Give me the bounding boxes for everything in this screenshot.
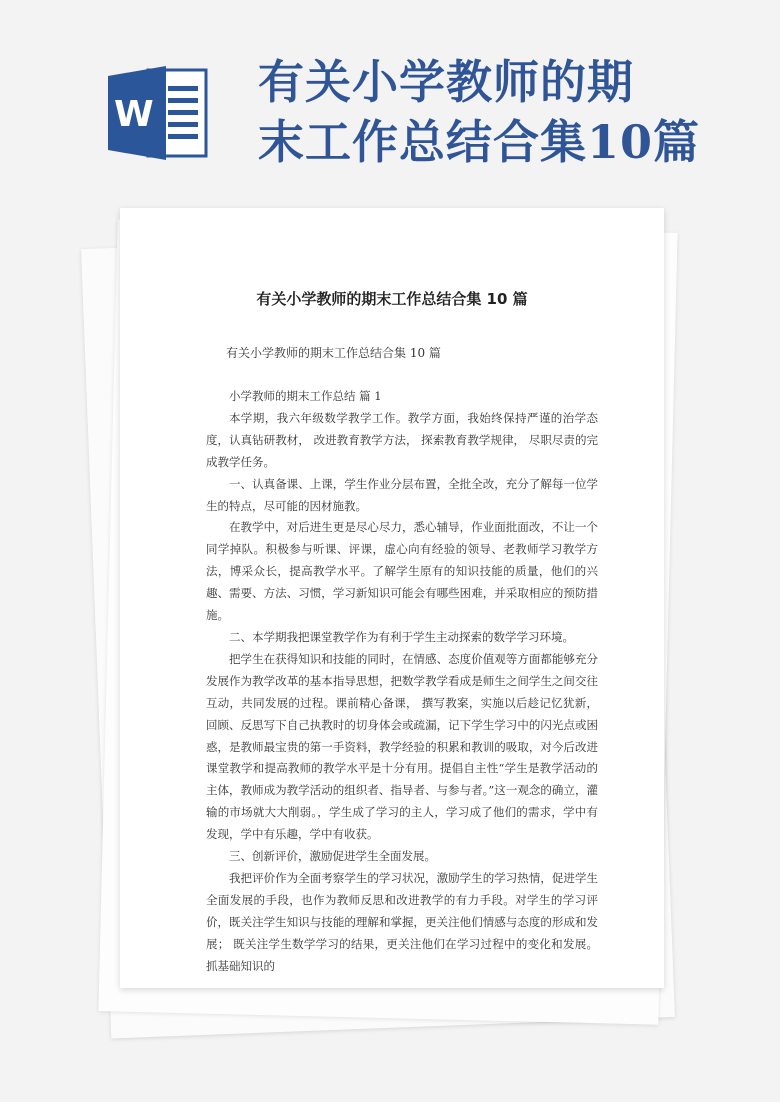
banner-title-line2: 末工作总结合集10篇 xyxy=(258,115,701,169)
paragraph: 在教学中，对后进生更是尽心尽力，悉心辅导，作业面批面改，不让一个同学掉队。积极参与听课、评课，虚心向有经验的领导、老教师学习教学方法，博采众长，提高教学水平。了解学生原有的知识技能的质量，他们的兴趣、需要、方法、习惯，学习新知识可能会有哪些困难，并采取相应的预防措施。 xyxy=(206,520,598,623)
paragraph: 本学期，我六年级数学教学工作。教学方面，我始终保持严谨的治学态度，认真钻研教材， 改进教育教学方法， 探索教育教学规律， 尽职尽责的完成教学任务。 xyxy=(206,410,598,469)
banner-title xyxy=(258,52,768,172)
paragraph: 二、本学期我把课堂教学作为有利于学生主动探索的数学学习环境。 xyxy=(229,629,574,644)
document-page xyxy=(120,208,664,988)
document-title: 有关小学教师的期末工作总结合集 10 篇 xyxy=(256,290,528,308)
paragraph: 一、认真备课、上课，学生作业分层布置，全批全改，充分了解每一位学生的特点，尽可能的因材施教。 xyxy=(206,476,598,513)
paragraph: 三、创新评价，激励促进学生全面发展。 xyxy=(229,849,436,864)
section-heading: 小学教师的期末工作总结 篇 1 xyxy=(229,389,382,403)
banner-title-line1: 有关小学教师的期 xyxy=(258,55,634,109)
paragraph: 把学生在获得知识和技能的同时，在情感、态度价值观等方面都能够充分发展作为教学改革的基本指导思想，把数学教学看成是师生之间学生之间交往互动，共同发展的过程。课前精心备课， 撰写教案，实施以后趁记忆犹新，回顾、反思写下自己执教时的切身体会或疏漏，记下学生学习中的闪光点或困惑，是教师最宝贵的第一手资料，教学经验的积累和教训的吸取，对今后改进课堂教学和提高教师的教学水平是十分有用。提倡自主性“学生是教学活动的主体，教师成为教学活动的组织者、指导者、与参与者。”这一观念的确立，灌输的市场就大大削弱。，学生成了学习的主人，学习成了他们的需求，学中有发现，学中有乐趣，学中有收获。 xyxy=(206,651,598,842)
word-document-icon xyxy=(108,62,212,164)
paragraph: 我把评价作为全面考察学生的学习状况，激励学生的学习热情，促进学生全面发展的手段，也作为教师反思和改进教学的有力手段。对学生的学习评价，既关注学生知识与技能的理解和掌握，更关注他们情感与态度的形成和发展； 既关注学生数学学习的结果，更关注他们在学习过程中的变化和发展。抓基础知识的 xyxy=(206,870,598,973)
svg-text:W: W xyxy=(114,94,154,135)
banner xyxy=(0,0,780,200)
document-body xyxy=(206,386,598,977)
document-subtitle: 有关小学教师的期末工作总结合集 10 篇 xyxy=(226,346,441,360)
